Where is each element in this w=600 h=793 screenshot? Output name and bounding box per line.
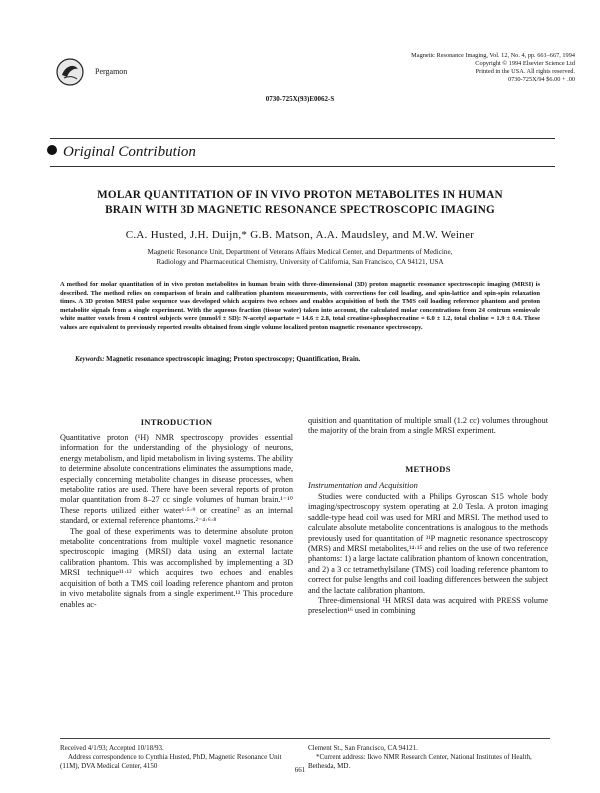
paragraph: quisition and quantitation of multiple small (1.2 cc) volumes throughout the majority of the brain from a single MRSI experiment.	[308, 416, 548, 436]
pergamon-logo-icon	[55, 57, 85, 87]
paragraph: Studies were conducted with a Philips Gyroscan S15 whole body imaging/spectroscopy system operating at 2.0 Tesla. A proton imaging saddle-type head coil was used for MRI and MRSI. The method used to calculate absolute metabolite concentrations is analogous to the methods previously used for quantitation of ³¹P magnetic resonance spectroscopy (MRS) and MRSI metabolites,¹⁴·¹⁵ and relies on the use of two reference phantoms: 1) a large lactate calibration phantom of known concentration, and 2) a 3 cc tetramethylsilane (TMS) coil loading reference phantom to correct for pulse lengths and coil loading differences between the subject and the lactate calibration phantom.	[308, 492, 548, 595]
paper-title	[60, 188, 540, 218]
article-code: 0730-725X(93)E0062-S	[265, 95, 335, 103]
divider	[50, 166, 555, 167]
right-column-continuation	[308, 416, 548, 437]
paragraph: Quantitative proton (¹H) NMR spectroscopy provides essential information for the understanding of the physiology of neurons, energy metabolism, and lipid metabolism in living systems. The ability to determine absolute concentrations eliminates the assumptions made, especially concerning metabolite changes in disease processes, when metabolite ratios are used. There have been several reports of proton molar quantitation from 8–27 cc single volumes of human brain.¹⁻¹⁰ These reports utilized either water¹·⁵·⁹ or creatine⁷ as an internal standard, or external reference phantoms.²⁻⁴·⁶·⁸	[60, 433, 293, 526]
section-label	[47, 144, 196, 161]
bullet-icon	[47, 145, 57, 155]
footnote-divider	[60, 738, 550, 739]
affiliation-line: Magnetic Resonance Unit, Department of Veterans Affairs Medical Center, and Departments of Medicine,	[147, 248, 453, 256]
divider	[50, 138, 555, 139]
affiliation-line: Radiology and Pharmaceutical Chemistry, University of California, San Francisco, CA 94121, USA	[156, 257, 444, 266]
title-line: BRAIN WITH 3D MAGNETIC RESONANCE SPECTROSCOPIC IMAGING	[105, 204, 495, 216]
paragraph: Three-dimensional ¹H MRSI data was acquired with PRESS volume preselection¹⁶ used in combining	[308, 596, 548, 616]
footnote: Clement St., San Francisco, CA 94121.	[308, 744, 418, 752]
journal-line: 0730-725X/94 $6.00 + .00	[507, 76, 575, 83]
keywords-text: Magnetic resonance spectroscopic imaging; Proton spectroscopy; Quantification, Brain.	[106, 356, 361, 363]
abstract: A method for molar quantitation of in vivo proton metabolites in human brain with three-dimensional (3D) proton magnetic resonance spectroscopic imaging (MRSI) is described. The method relies on comparison of brain and calibration phantom measurements, with corrections for coil loading, and spin-lattice and spin-spin relaxation times. A 3D proton MRSI pulse sequence was developed which acquires two echoes and enables acquisition of both the TMS coil loading reference phantom and proton metabolite signals from a single experiment. With the aqueous fraction (tissue water) taken into account, the calculated molar concentrations from 24 centrum semiovale white matter voxels from 4 control subjects were (mmol/l ± SD): N-acetyl aspartate = 14.6 ± 2.8, total creatine+phosphocreatine = 6.0 ± 1.2, total choline = 1.9 ± 0.4. These values are equivalent to previously reported results obtained from single volume localized proton magnetic resonance spectroscopy.	[60, 281, 540, 331]
authors: C.A. Husted, J.H. Duijn,* G.B. Matson, A.A. Maudsley, and M.W. Weiner	[125, 229, 475, 241]
keywords	[75, 356, 535, 363]
footnote: Received 4/1/93; Accepted 10/18/93.	[60, 744, 164, 752]
keywords-label: Keywords:	[75, 356, 105, 363]
footnote: Address correspondence to Cynthia Husted, PhD, Magnetic Resonance Unit (11M), DVA Medical Center, 4150	[60, 753, 282, 770]
affiliation	[70, 248, 530, 267]
journal-line: Copyright © 1994 Elsevier Science Ltd	[475, 60, 575, 67]
paragraph: The goal of these experiments was to determine absolute proton metabolite concentrations from multiple voxel magnetic resonance spectroscopic imaging (MRSI) data using an external lactate calibration phantom. This was accomplished by implementing a 3D MRSI technique¹¹·¹² which acquires two echoes and enables acquisition of both a TMS coil loading reference phantom and proton in vivo metabolite signals from a single experiment.¹³ This procedure enables ac-	[60, 526, 293, 609]
footnote: *Current address: Ikwo NMR Research Center, National Institutes of Health, Bethesda, MD.	[308, 753, 532, 770]
journal-citation	[325, 52, 575, 84]
journal-line: Printed in the USA. All rights reserved.	[475, 68, 575, 75]
journal-line: Magnetic Resonance Imaging, Vol. 12, No. 4, pp. 661–667, 1994	[411, 52, 575, 59]
section-label-text: Original Contribution	[63, 144, 196, 160]
methods-subheading: Instrumentation and Acquisition	[308, 480, 418, 490]
title-line: MOLAR QUANTITATION OF IN VIVO PROTON METABOLITES IN HUMAN	[97, 189, 503, 201]
publisher-name: Pergamon	[95, 67, 128, 76]
methods-body	[308, 492, 548, 617]
introduction-heading: INTRODUCTION	[140, 417, 213, 427]
introduction-body	[60, 433, 293, 610]
page-number: 661	[294, 766, 306, 774]
methods-heading: METHODS	[405, 464, 451, 474]
